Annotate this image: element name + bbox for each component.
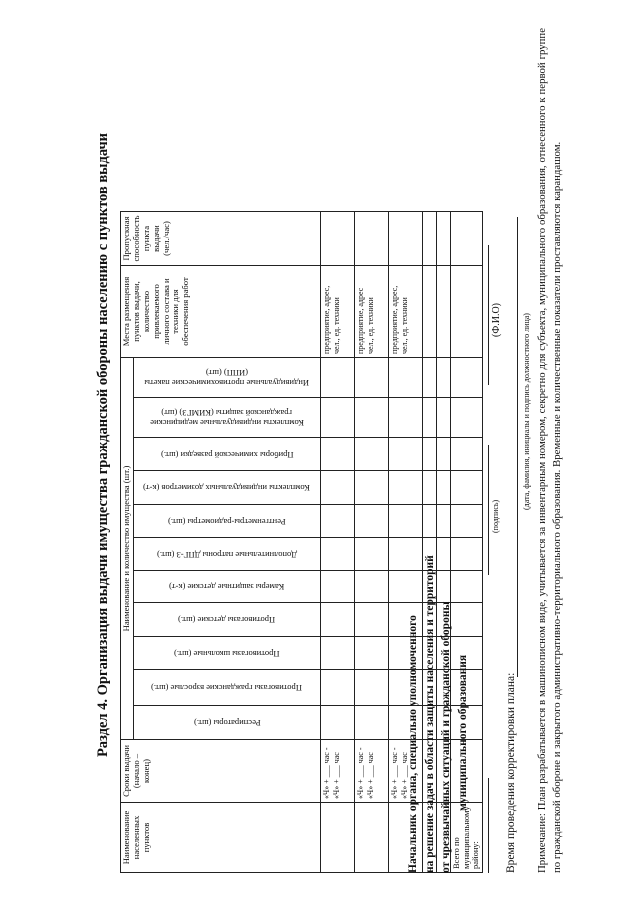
chief-title-line-2: на решение задач в области защиты населения и территорий bbox=[423, 555, 436, 873]
place-address: предприятие, адрес bbox=[355, 287, 365, 354]
header-item-label: Дополнительные патроны ДПГ-3 (шт.) bbox=[156, 549, 297, 560]
header-item bbox=[133, 571, 320, 603]
header-item-label: Индивидуальные противохимические пакеты (ИПП) (шт) bbox=[144, 368, 310, 389]
chief-signature-block bbox=[405, 353, 472, 873]
cell-item-qty[interactable] bbox=[354, 603, 388, 637]
header-item-label: Комплекты индивидуальных дозиметров (к-т) bbox=[143, 483, 311, 494]
cell-item-qty[interactable] bbox=[320, 706, 354, 740]
cell-item-qty[interactable] bbox=[354, 505, 388, 538]
period-end: «Ч» + ___ час bbox=[399, 752, 409, 799]
period-start: «Ч» + ___ час - bbox=[321, 747, 331, 799]
header-item bbox=[133, 358, 320, 398]
cell-period[interactable] bbox=[354, 740, 388, 803]
document-title: Раздел 4. Организация выдачи имущества гражданской обороны населению с пунктов выдачи bbox=[95, 132, 111, 758]
header-property-group: Наименование и количество имущества (шт.) bbox=[121, 358, 134, 740]
header-item-label: Противогазы гражданские взрослые (шт.) bbox=[151, 683, 303, 694]
cell-empty[interactable] bbox=[436, 212, 450, 266]
header-item bbox=[133, 706, 320, 740]
cell-item-qty[interactable] bbox=[354, 438, 388, 471]
chief-title-line-3: от чрезвычайных ситуаций и гражданской обороны bbox=[440, 601, 453, 873]
cell-capacity[interactable] bbox=[320, 212, 354, 266]
header-item-label: Противогазы детские (шт.) bbox=[178, 615, 276, 626]
cell-item-qty[interactable] bbox=[320, 438, 354, 471]
header-item bbox=[133, 505, 320, 538]
cell-item-qty[interactable] bbox=[320, 637, 354, 670]
cell-period[interactable] bbox=[320, 740, 354, 803]
cell-empty[interactable] bbox=[422, 266, 436, 358]
place-staff: чел., ед. техники bbox=[365, 297, 375, 354]
cell-place[interactable] bbox=[320, 266, 354, 358]
cell-item-qty[interactable] bbox=[354, 471, 388, 505]
table-header-row bbox=[121, 212, 134, 873]
cell-item-qty[interactable] bbox=[354, 637, 388, 670]
table-row bbox=[354, 212, 388, 873]
total-label: Всего по муниципальному району: bbox=[450, 803, 482, 873]
cell-item-qty[interactable] bbox=[320, 571, 354, 603]
signature-line bbox=[476, 445, 489, 575]
cell-item-qty[interactable] bbox=[320, 603, 354, 637]
correction-label: Время проведения корректировки плана: bbox=[505, 672, 517, 873]
cell-item-qty[interactable] bbox=[354, 538, 388, 571]
header-item bbox=[133, 471, 320, 505]
correction-caption: (дата, фамилия, инициалы и подпись должностного лица) bbox=[522, 313, 531, 510]
signature-caption: (подпись) bbox=[491, 499, 500, 533]
cell-place[interactable] bbox=[354, 266, 388, 358]
chief-title-line-1: Начальник органа, специально уполномоченного bbox=[407, 615, 419, 873]
correction-line bbox=[517, 217, 518, 677]
header-item-label: Рентгенметры-радиометры (шт.) bbox=[168, 516, 286, 527]
cell-item-qty[interactable] bbox=[354, 571, 388, 603]
header-item bbox=[133, 538, 320, 571]
place-staff: чел., ед. техники bbox=[331, 297, 341, 354]
cell-item-qty[interactable] bbox=[320, 538, 354, 571]
cell-item-qty[interactable] bbox=[354, 358, 388, 398]
cell-settlement[interactable] bbox=[354, 803, 388, 873]
header-capacity: Пропускная способность пункта выдачи (чел./час) bbox=[121, 212, 321, 266]
place-address: предприятие, адрес, bbox=[321, 285, 331, 354]
header-item bbox=[133, 670, 320, 706]
period-start: «Ч» + ___ час - bbox=[389, 747, 399, 799]
note-text: Примечание: План разрабатывается в машинописном виде, учитывается за инвентарным номером, секретно для субъекта, муниципального образования, отнесенного к первой группе по гражданской обороне и закрытого административно-территориального образования. Временные и количественные показатели проставляются карандашом. bbox=[536, 28, 563, 873]
period-start: «Ч» + ___ час - bbox=[355, 747, 365, 799]
table-row bbox=[320, 212, 354, 873]
cell-capacity[interactable] bbox=[388, 212, 422, 266]
period-end: «Ч» + ___ час bbox=[331, 752, 341, 799]
name-caption: (Ф.И.О) bbox=[491, 302, 502, 337]
header-item-label: Респираторы (шт.) bbox=[193, 718, 261, 729]
header-item bbox=[133, 398, 320, 438]
place-address: предприятие, адрес, bbox=[389, 285, 399, 354]
cell-empty[interactable] bbox=[422, 212, 436, 266]
header-item-label: Комплекты индивидуальные медицинские гражданской защиты (КИМГЗ) (шт) bbox=[150, 408, 304, 429]
cell-item-qty[interactable] bbox=[320, 505, 354, 538]
header-item-label: Приборы химической разведки (шт.) bbox=[160, 449, 294, 460]
blank-line bbox=[476, 778, 489, 873]
cell-item-qty[interactable] bbox=[354, 398, 388, 438]
name-line bbox=[476, 245, 489, 385]
header-settlements: Наименование населенных пунктов bbox=[121, 803, 321, 873]
header-places: Места размещения пунктов выдачи, количество привлекаемого личного состава и техники для обеспечения работ bbox=[121, 266, 321, 358]
header-item bbox=[133, 637, 320, 670]
cell-item-qty[interactable] bbox=[320, 670, 354, 706]
cell-item-qty[interactable] bbox=[320, 358, 354, 398]
period-end: «Ч» + ___ час bbox=[365, 752, 375, 799]
cell-item-qty[interactable] bbox=[354, 706, 388, 740]
cell-capacity[interactable] bbox=[354, 212, 388, 266]
header-period: Сроки выдачи (начало – конец) bbox=[121, 740, 321, 803]
cell-item-qty[interactable] bbox=[320, 471, 354, 505]
place-staff: чел., ед. техники bbox=[399, 297, 409, 354]
cell-settlement[interactable] bbox=[320, 803, 354, 873]
cell-item-qty[interactable] bbox=[320, 398, 354, 438]
chief-title-line-4: муниципального образования bbox=[457, 654, 470, 811]
header-item-label: Камеры защитные детские (к-т) bbox=[169, 582, 285, 593]
cell-place[interactable] bbox=[388, 266, 422, 358]
header-item bbox=[133, 603, 320, 637]
cell-item-qty[interactable] bbox=[354, 670, 388, 706]
header-item-label: Противогазы школьные (шт.) bbox=[174, 648, 280, 659]
header-item bbox=[133, 438, 320, 471]
cell-empty[interactable] bbox=[436, 266, 450, 358]
